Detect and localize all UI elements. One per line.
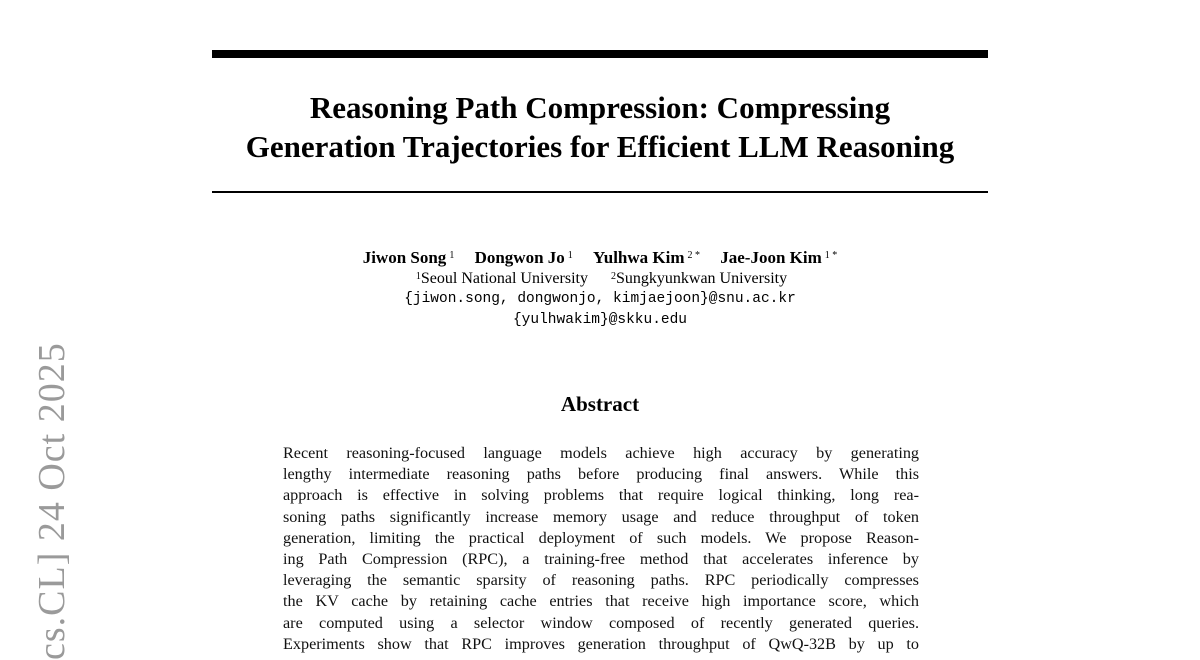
author: Yulhwa Kim $^{2 *}$ [593,248,701,267]
abstract-line: leveraging the semantic sparsity of reasoning paths. RPC periodically compresses [283,571,919,590]
author-list [200,247,1000,268]
abstract-heading: Abstract [560,392,640,416]
abstract-line: Recent reasoning-focused language models achieve high accuracy by generating [283,444,919,462]
author: Jae-Joon Kim $^{1 *}$ [720,248,838,267]
abstract-line: soning paths significantly increase memory usage and reduce throughput of token [283,507,919,526]
author: Jiwon Song $^1$ [362,248,455,267]
abstract-line: approach is effective in solving problems that require logical thinking, long rea- [283,486,919,505]
affiliation-list [200,268,1000,289]
abstract-body [283,443,919,655]
abstract-line: the KV cache by retaining cache entries that receive high importance score, which [283,592,919,611]
arxiv-stamp: cs.CL] 24 Oct 2025 [31,342,73,660]
author: Dongwon Jo $^1$ [474,248,573,267]
affiliation: $^2$Sungkyunkwan University [610,270,788,287]
top-rule [212,50,988,58]
email-line: {jiwon.song, dongwonjo, kimjaejoon}@snu.ac.kr [404,291,796,307]
abstract-line: ing Path Compression (RPC), a training-free method that accelerates inference by [283,550,919,569]
abstract-line: generation, limiting the practical deployment of such models. We propose Reason- [283,528,919,547]
title-line-2: Generation Trajectories for Efficient LLM Reasoning [245,129,955,164]
abstract-line: lengthy intermediate reasoning paths before producing final answers. While this [283,465,919,484]
email-line: {yulhwakim}@skku.edu [512,312,688,328]
abstract-line: Experiments show that RPC improves generation throughput of QwQ-32B by up to [283,634,919,653]
title-line-1: Reasoning Path Compression: Compressing [309,90,891,125]
author-block [200,247,1000,331]
affiliation: $^1$Seoul National University [415,270,588,287]
abstract-line: are computed using a selector window composed of recently generated queries. [283,613,919,632]
title-rule [212,191,988,193]
paper-title [150,88,1050,166]
